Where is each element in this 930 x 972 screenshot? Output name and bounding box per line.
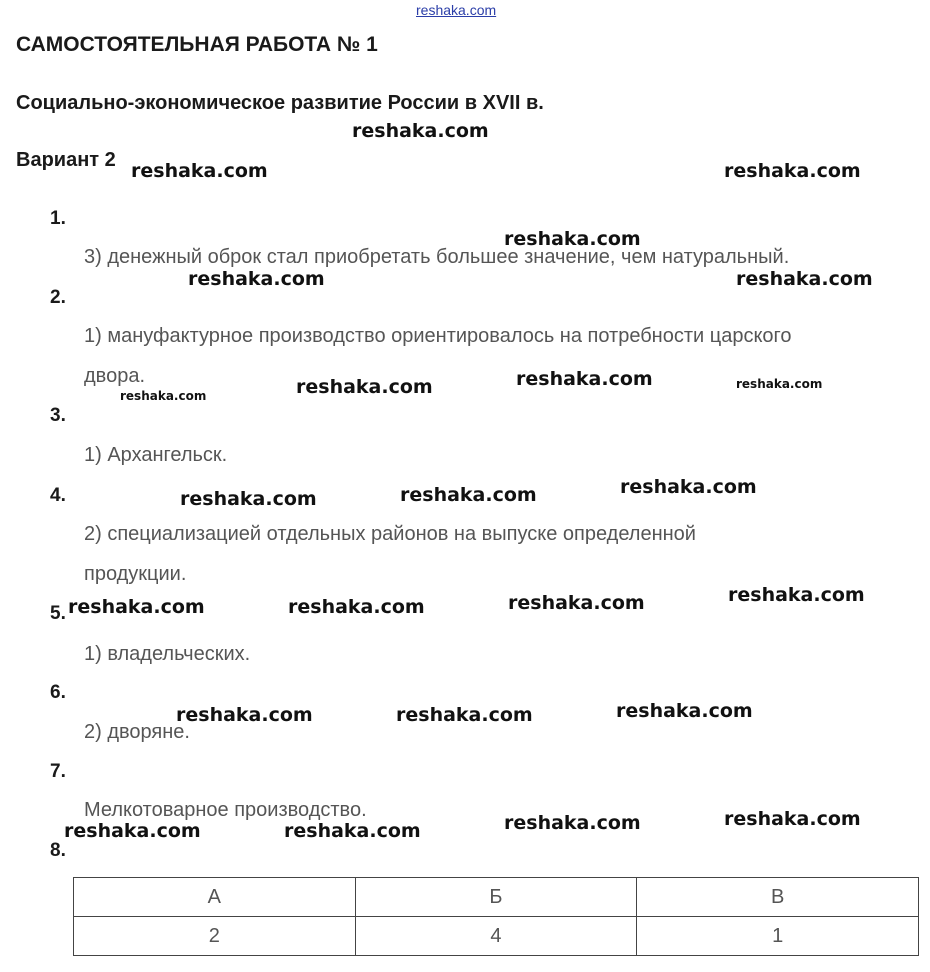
watermark: reshaka.com	[728, 584, 865, 606]
answer-text: 1) владельческих.	[84, 643, 251, 665]
variant-label: Вариант 2	[16, 149, 116, 171]
watermark: reshaka.com	[64, 820, 201, 842]
question-number: 5.	[50, 603, 66, 624]
watermark: reshaka.com	[396, 704, 533, 726]
answer-text: 2) специализацией отдельных районов на выпуске определенной	[84, 523, 696, 545]
watermark: reshaka.com	[296, 376, 433, 398]
question-number: 7.	[50, 761, 66, 782]
answer-text: двора.	[84, 365, 145, 387]
answer-text: 1) мануфактурное производство ориентировалось на потребности царского	[84, 325, 792, 347]
watermark: reshaka.com	[736, 268, 873, 290]
table-cell: 1	[637, 917, 919, 956]
table-header-cell: Б	[355, 878, 637, 917]
watermark: reshaka.com	[504, 812, 641, 834]
answer-table	[73, 877, 919, 956]
answer-text: Мелкотоварное производство.	[84, 799, 367, 821]
answer-text: 1) Архангельск.	[84, 444, 228, 466]
watermark: reshaka.com	[620, 476, 757, 498]
watermark: reshaka.com	[724, 808, 861, 830]
watermark: reshaka.com	[616, 700, 753, 722]
watermark: reshaka.com	[176, 704, 313, 726]
watermark: reshaka.com	[352, 120, 489, 142]
watermark: reshaka.com	[400, 484, 537, 506]
table-row	[74, 917, 919, 956]
table-header-cell: В	[637, 878, 919, 917]
site-link[interactable]: reshaka.com	[416, 2, 497, 18]
watermark: reshaka.com	[508, 592, 645, 614]
answer-text: продукции.	[84, 563, 187, 585]
table-header-cell: А	[74, 878, 356, 917]
watermark: reshaka.com	[68, 596, 205, 618]
page-subtitle: Социально-экономическое развитие России в XVII в.	[16, 92, 544, 114]
watermark: reshaka.com	[120, 389, 207, 403]
table-cell: 4	[355, 917, 637, 956]
watermark: reshaka.com	[284, 820, 421, 842]
watermark: reshaka.com	[288, 596, 425, 618]
watermark: reshaka.com	[736, 377, 823, 391]
table-header-row	[74, 878, 919, 917]
question-number: 4.	[50, 485, 66, 506]
watermark: reshaka.com	[504, 228, 641, 250]
page-title: САМОСТОЯТЕЛЬНАЯ РАБОТА № 1	[16, 33, 378, 56]
watermark: reshaka.com	[516, 368, 653, 390]
watermark: reshaka.com	[724, 160, 861, 182]
watermark: reshaka.com	[131, 160, 268, 182]
question-number: 1.	[50, 208, 66, 229]
watermark: reshaka.com	[180, 488, 317, 510]
answer-text: 2) дворяне.	[84, 721, 190, 743]
question-number: 3.	[50, 405, 66, 426]
question-number: 6.	[50, 682, 66, 703]
answer-text: 3) денежный оброк стал приобретать большее значение, чем натуральный.	[84, 246, 790, 268]
question-number: 8.	[50, 840, 66, 861]
watermark: reshaka.com	[188, 268, 325, 290]
table-cell: 2	[74, 917, 356, 956]
question-number: 2.	[50, 287, 66, 308]
